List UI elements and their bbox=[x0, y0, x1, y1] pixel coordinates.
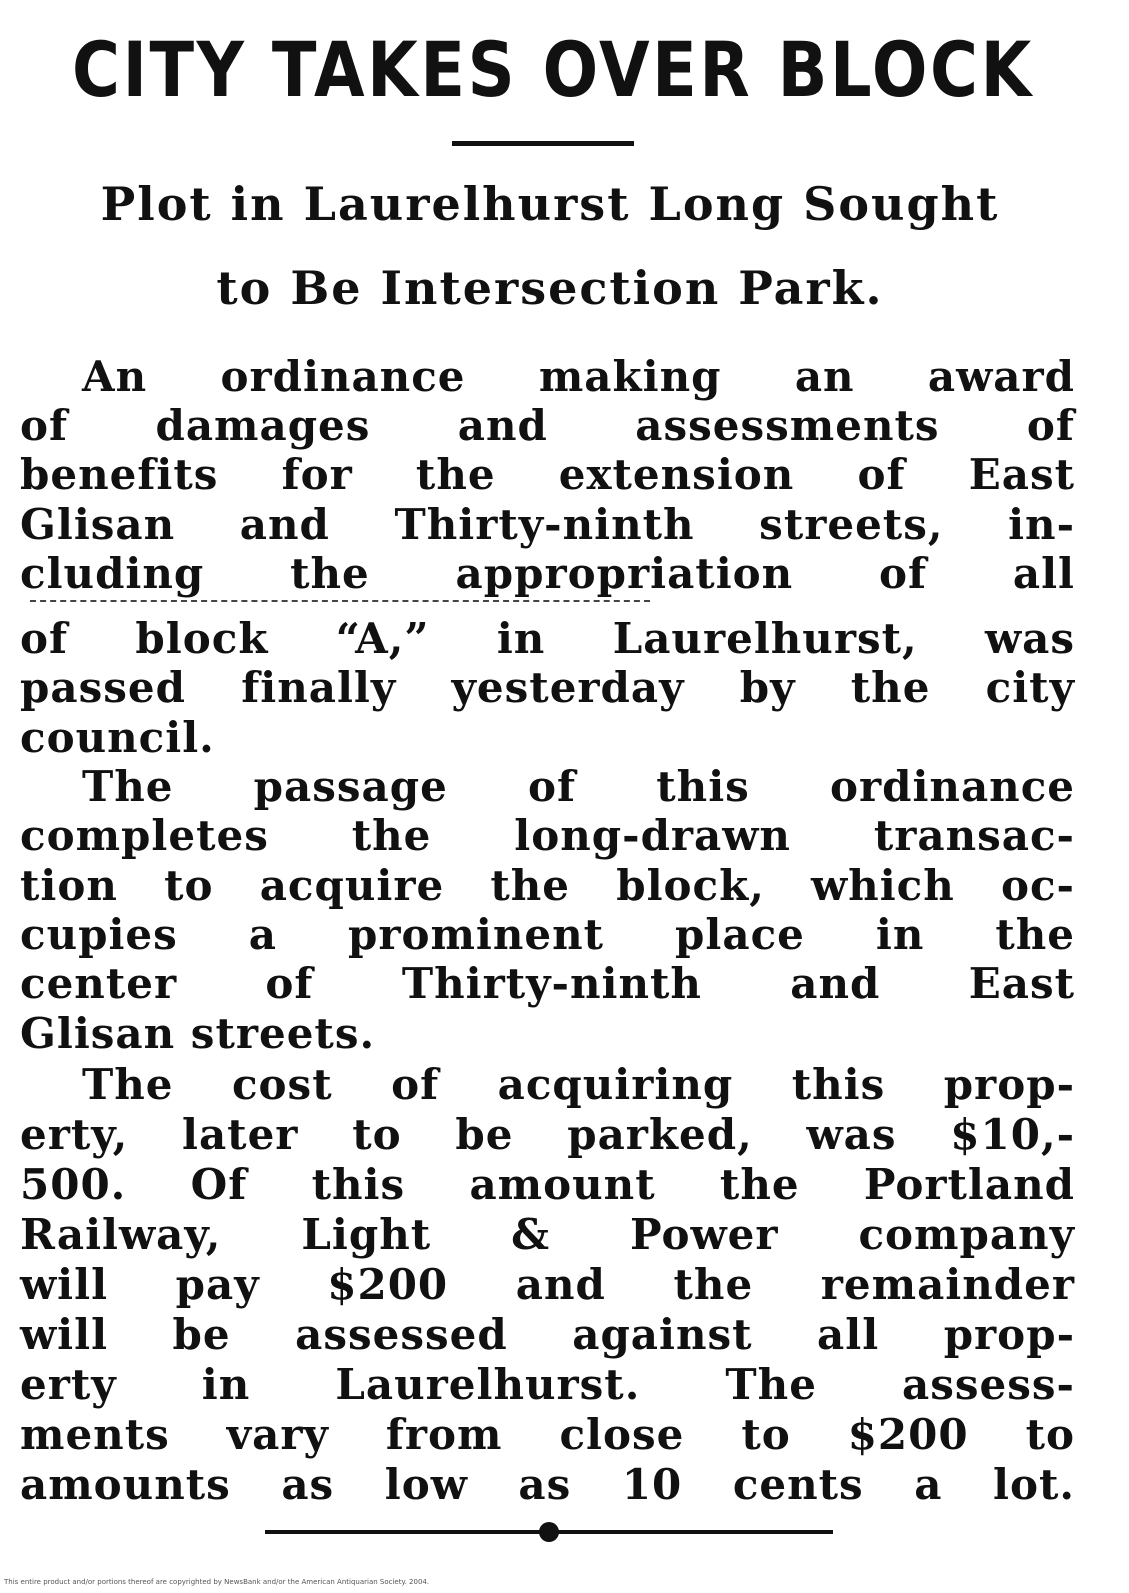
subheadline-line-1: Plot in Laurelhurst Long Sought bbox=[100, 177, 1000, 231]
body-line: 500. Of this amount the Portland bbox=[20, 1160, 1075, 1209]
body-line: ments vary from close to $200 to bbox=[20, 1410, 1075, 1459]
copyright-notice: This entire product and/or portions thereof are copyrighted by NewsBank and/or the American Antiquarian Society. 2004. bbox=[4, 1578, 430, 1586]
body-line: benefits for the extension of East bbox=[20, 450, 1075, 499]
body-line: The cost of acquiring this prop- bbox=[82, 1060, 1075, 1109]
body-line: amounts as low as 10 cents a lot. bbox=[20, 1460, 1075, 1509]
body-line: council. bbox=[20, 713, 215, 762]
body-line: will pay $200 and the remainder bbox=[20, 1260, 1075, 1309]
body-line: center of Thirty-ninth and East bbox=[20, 959, 1075, 1008]
body-line: cluding the appropriation of all bbox=[20, 549, 1075, 598]
body-line: Glisan streets. bbox=[20, 1009, 376, 1058]
body-line: cupies a prominent place in the bbox=[20, 910, 1075, 959]
body-line: An ordinance making an award bbox=[82, 352, 1075, 401]
body-line: Glisan and Thirty-ninth streets, in- bbox=[20, 500, 1075, 549]
body-line: erty, later to be parked, was $10,- bbox=[20, 1110, 1075, 1159]
body-line: of block “A,” in Laurelhurst, was bbox=[20, 614, 1075, 663]
body-line: completes the long-drawn transac- bbox=[20, 811, 1075, 860]
end-rule-dot bbox=[539, 1522, 559, 1542]
body-line: tion to acquire the block, which oc- bbox=[20, 861, 1075, 910]
subheadline-line-2: to Be Intersection Park. bbox=[216, 261, 884, 315]
body-line: erty in Laurelhurst. The assess- bbox=[20, 1360, 1075, 1409]
body-line: of damages and assessments of bbox=[20, 401, 1075, 450]
headline-divider bbox=[452, 141, 634, 146]
headline: CITY TAKES OVER BLOCK bbox=[72, 25, 1034, 114]
body-line: passed finally yesterday by the city bbox=[20, 663, 1075, 712]
body-line: The passage of this ordinance bbox=[82, 762, 1075, 811]
body-line: Railway, Light & Power company bbox=[20, 1210, 1075, 1259]
clipping-cut-line bbox=[30, 600, 650, 602]
body-line: will be assessed against all prop- bbox=[20, 1310, 1075, 1359]
